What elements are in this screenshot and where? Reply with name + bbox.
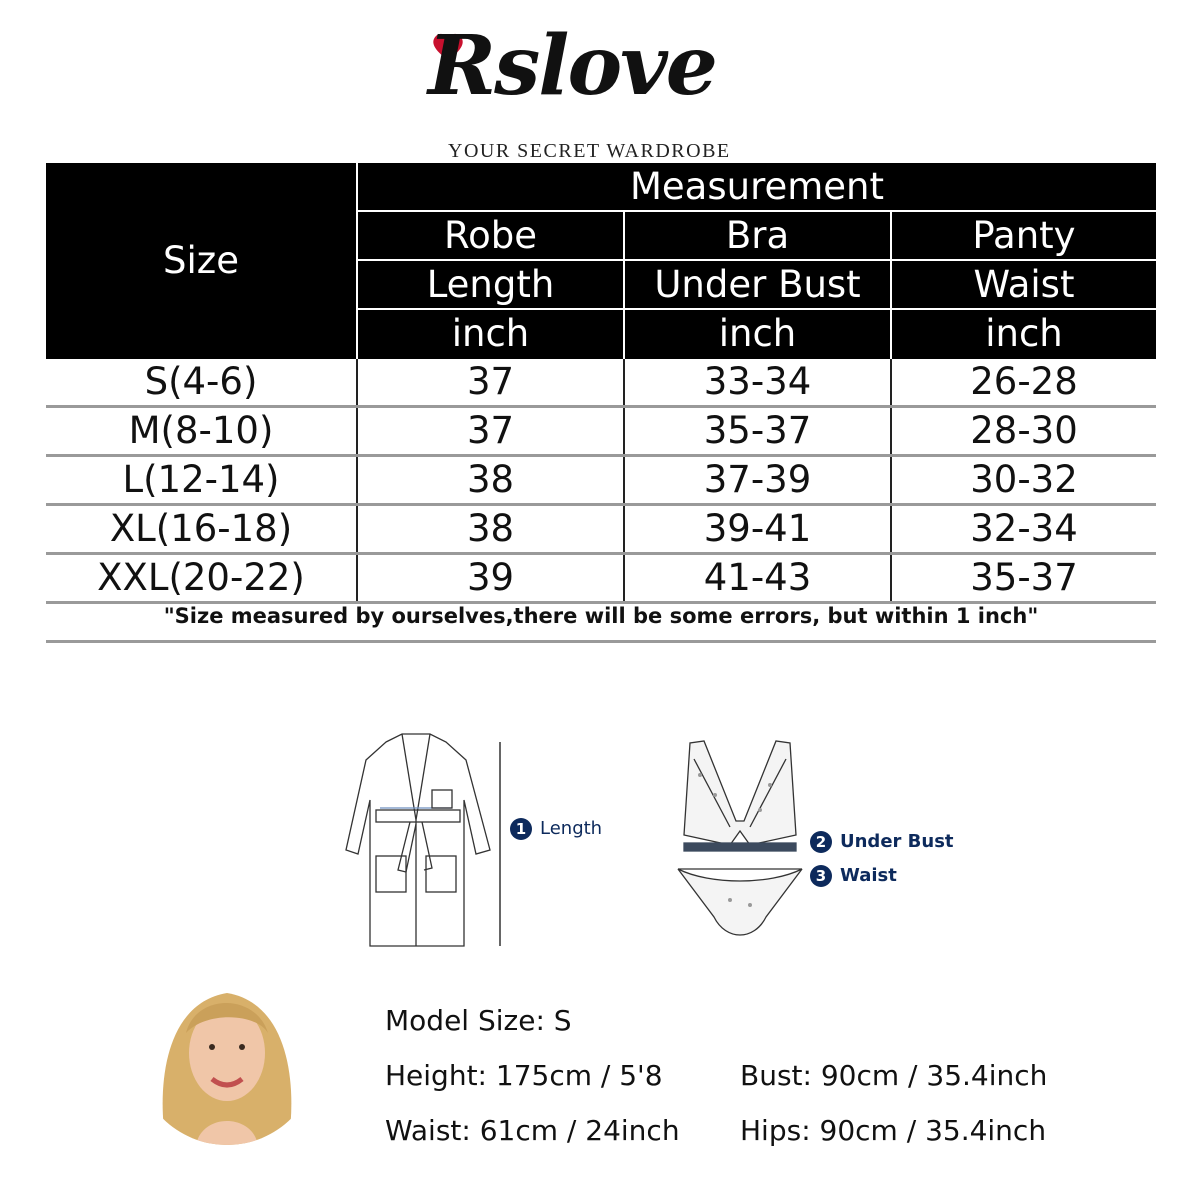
measurement-note: "Size measured by ourselves,there will be some errors, but within 1 inch" [46,596,1156,643]
size-cell: XL(16-18) [46,505,357,554]
robe-length-cell: 37 [357,358,624,407]
marker-1: 1 [510,818,532,840]
brand-name: Rslove [428,18,716,114]
bra-under-bust-cell: 33-34 [624,358,891,407]
bra-under-bust-cell: 41-43 [624,554,891,603]
model-avatar [136,963,318,1145]
bra-under-bust-cell: 37-39 [624,456,891,505]
robe-length-cell: 38 [357,505,624,554]
column-name: Robe [357,211,624,260]
column-measure: Under Bust [624,260,891,309]
bra-under-bust-cell: 35-37 [624,407,891,456]
waist-label: 3 Waist [810,865,897,887]
model-size: Model Size: S [385,1004,572,1037]
measurement-group-header: Measurement [357,163,1156,211]
column-measure: Length [357,260,624,309]
panty-waist-cell: 26-28 [891,358,1156,407]
model-bust: Bust: 90cm / 35.4inch [740,1059,1048,1092]
column-unit: inch [357,309,624,358]
size-cell: M(8-10) [46,407,357,456]
brand-logo [380,12,820,162]
model-waist: Waist: 61cm / 24inch [385,1114,680,1147]
panty-waist-cell: 30-32 [891,456,1156,505]
robe-length-cell: 37 [357,407,624,456]
table-row [46,456,1156,505]
panty-waist-cell: 28-30 [891,407,1156,456]
panty-waist-cell: 35-37 [891,554,1156,603]
size-chart-table [46,163,1156,604]
column-measure: Waist [891,260,1156,309]
lingerie-diagram [670,735,810,955]
column-name: Bra [624,211,891,260]
size-cell: L(12-14) [46,456,357,505]
table-row [46,505,1156,554]
size-cell: XXL(20-22) [46,554,357,603]
marker-3: 3 [810,865,832,887]
column-unit: inch [624,309,891,358]
model-hips: Hips: 90cm / 35.4inch [740,1114,1047,1147]
table-row [46,407,1156,456]
size-cell: S(4-6) [46,358,357,407]
model-height: Height: 175cm / 5'8 [385,1059,663,1092]
robe-length-cell: 39 [357,554,624,603]
column-name: Panty [891,211,1156,260]
column-unit: inch [891,309,1156,358]
size-column-header: Size [46,163,357,358]
marker-2: 2 [810,831,832,853]
brand-tagline: YOUR SECRET WARDROBE [448,140,731,162]
robe-diagram [340,730,510,955]
panty-waist-cell: 32-34 [891,505,1156,554]
bra-under-bust-cell: 39-41 [624,505,891,554]
robe-length-label: 1 Length [510,818,602,840]
under-bust-label: 2 Under Bust [810,831,954,853]
robe-length-cell: 38 [357,456,624,505]
table-row [46,358,1156,407]
